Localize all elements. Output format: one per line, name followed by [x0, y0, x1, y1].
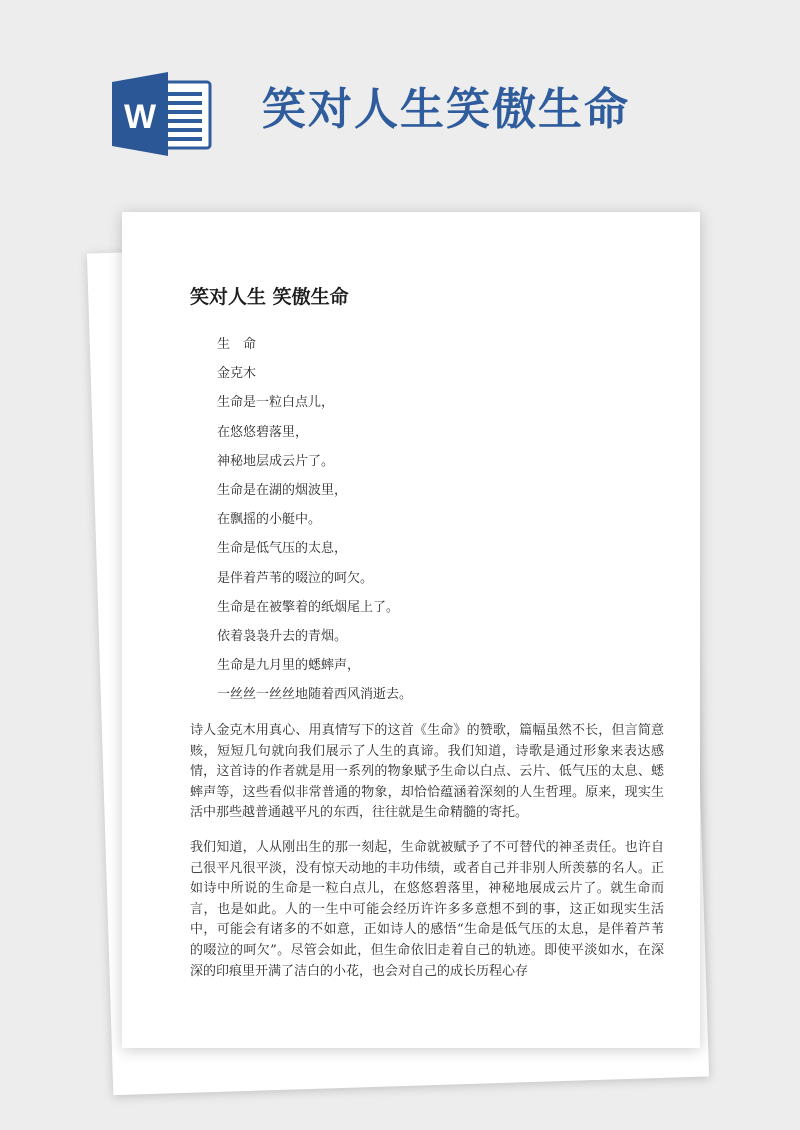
document-page	[122, 212, 700, 1048]
poem-line: 生命是一粒白点儿，	[217, 395, 335, 411]
poem	[217, 330, 412, 710]
poem-line: 生命是在湖的烟波里，	[217, 483, 348, 499]
word-document-icon	[110, 72, 214, 156]
poem-line: 在悠悠碧落里，	[217, 424, 309, 440]
banner-title: 笑对人生笑傲生命	[262, 84, 630, 135]
poem-line: 依着袅袅升去的青烟。	[217, 629, 348, 645]
document-title: 笑对人生 笑傲生命	[190, 286, 349, 308]
poem-line: 生命是九月里的蟋蟀声，	[217, 658, 361, 674]
poem-line: 生命是低气压的太息，	[217, 541, 348, 557]
word-logo-letter: W	[123, 98, 157, 136]
poem-line: 生 命	[217, 337, 257, 352]
poem-line: 一丝丝一丝丝地随着西风消逝去。	[217, 687, 413, 703]
poem-line: 是伴着芦苇的啜泣的呵欠。	[217, 570, 374, 586]
body-paragraph-1: 诗人金克木用真心、用真情写下的这首《生命》的赞歌，篇幅虽然不长，但言简意赅，短短几句就向我们展示了人生的真谛。我们知道，诗歌是通过形象来表达感情，这首诗的作者就是用一系列的物象赋予生命以白点、云片、低气压的太息、蟋蟀声等，这些看似非常普通的物象，却恰恰蕴涵着深刻的人生哲理。原来，现实生活中那些越普通越平凡的东西，往往就是生命精髓的寄托。	[190, 723, 664, 821]
body-paragraph-2: 我们知道，人从刚出生的那一刻起，生命就被赋予了不可替代的神圣责任。也许自己很平凡很平淡，没有惊天动地的丰功伟绩，或者自己并非别人所羡慕的名人。正如诗中所说的生命是一粒白点儿，在悠悠碧落里，神秘地展成云片了。就生命而言，也是如此。人的一生中可能会经历许许多多意想不到的事，这正如现实生活中，可能会有诸多的不如意，正如诗人的感悟“生命是低气压的太息，是伴着芦苇的啜泣的呵欠”。尽管会如此，但生命依旧走着自己的轨迹。即使平淡如水，在深深的印痕里开满了洁白的小花，也会对自己的成长历程心存	[190, 840, 664, 979]
poem-line: 金克木	[217, 366, 257, 382]
poem-line: 生命是在被擎着的纸烟尾上了。	[217, 599, 400, 615]
poem-line: 在飘摇的小艇中。	[217, 512, 322, 528]
poem-line: 神秘地层成云片了。	[217, 453, 335, 469]
